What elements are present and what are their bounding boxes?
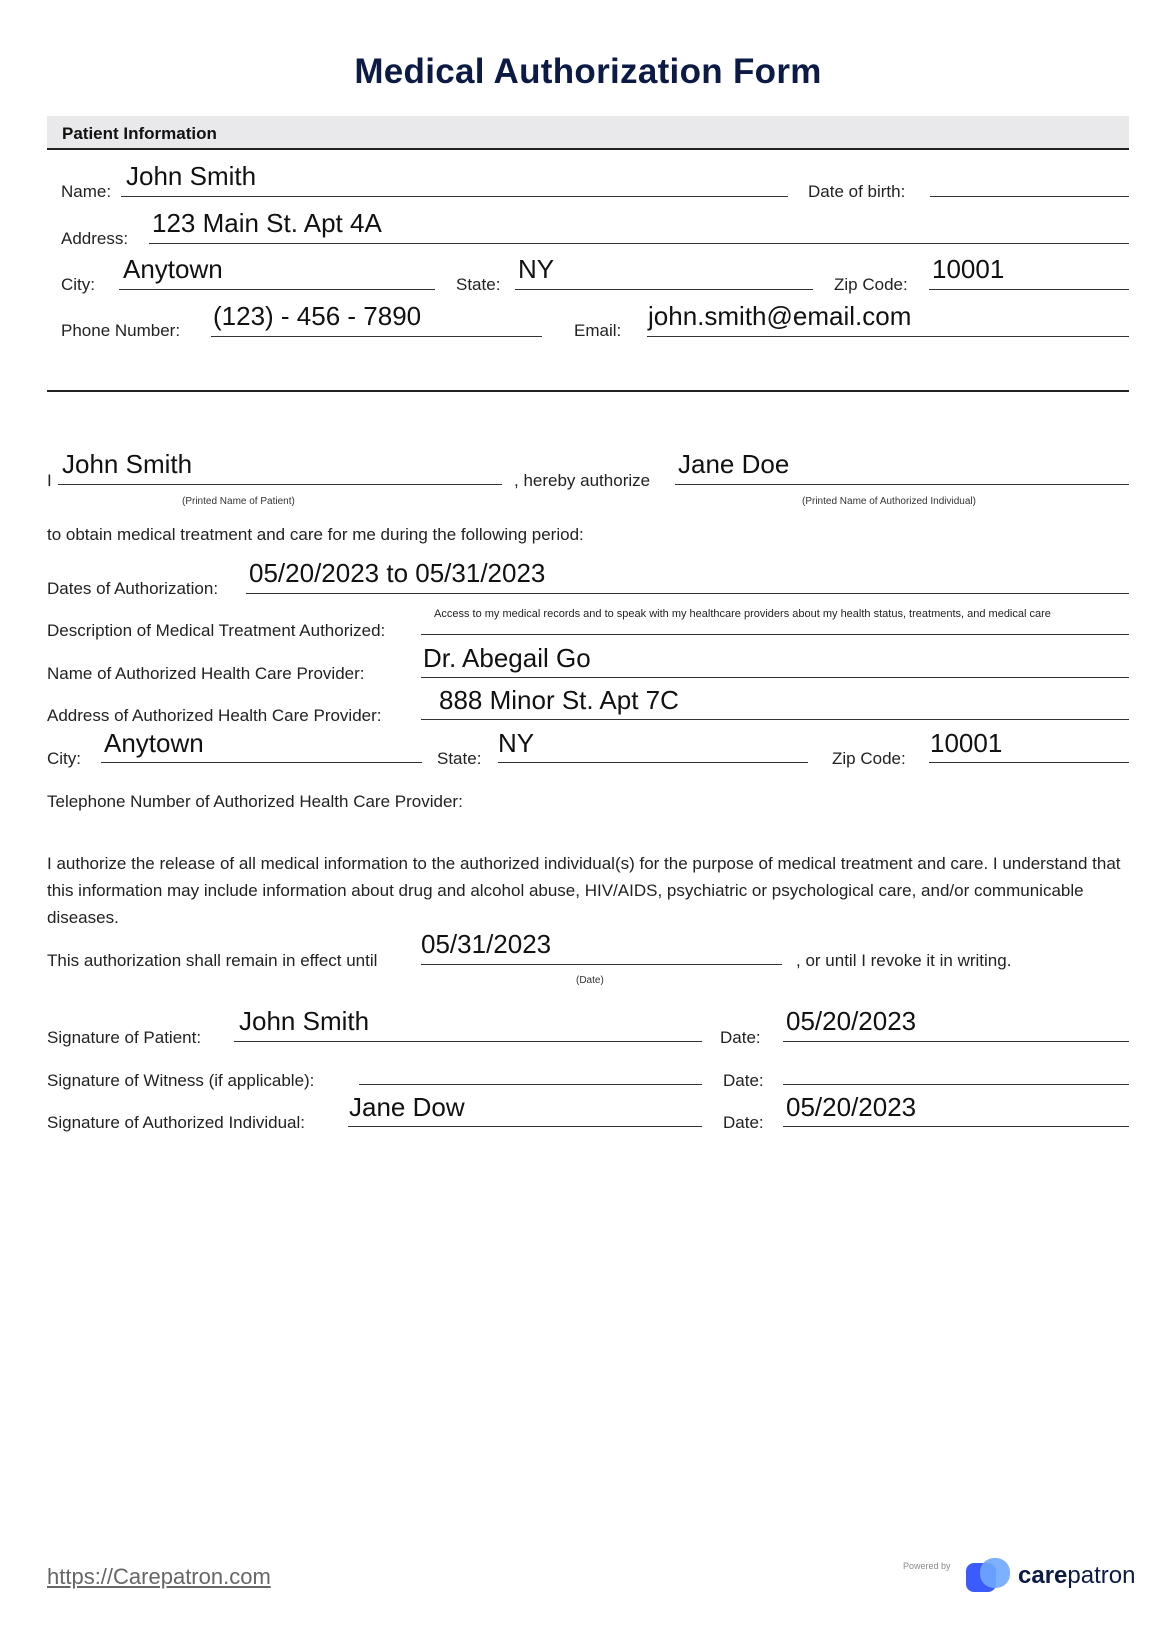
witness-date-field[interactable] <box>783 1084 1129 1085</box>
address-line <box>149 243 1129 244</box>
provider-telephone-label: Telephone Number of Authorized Health Care Provider: <box>47 792 463 811</box>
email-value[interactable]: john.smith@email.com <box>648 301 912 331</box>
release-paragraph: I authorize the release of all medical information to the authorized individual(s) for the purpose of medical treatment and care. I understand that this information may include information about drug and alcohol abuse, HIV/AIDS, psychiatric or psychological care, and/or communicable diseases. <box>47 854 1121 927</box>
phone-value[interactable]: (123) - 456 - 7890 <box>213 301 422 331</box>
patient-printed-name-line <box>58 484 502 485</box>
provider-state-value[interactable]: NY <box>498 728 535 758</box>
carepatron-logo-icon <box>966 1558 1014 1592</box>
dates-value[interactable]: 05/20/2023 to 05/31/2023 <box>249 558 546 588</box>
provider-name-label: Name of Authorized Health Care Provider: <box>47 664 365 683</box>
dob-label: Date of birth: <box>808 182 906 201</box>
zip-value[interactable]: 10001 <box>932 254 1005 284</box>
section-heading: Patient Information <box>62 124 217 143</box>
authorization-intro: to obtain medical treatment and care for me during the following period: <box>47 525 584 544</box>
section-divider <box>47 390 1129 392</box>
patient-date-label: Date: <box>720 1028 761 1047</box>
patient-signature-label: Signature of Patient: <box>47 1028 202 1047</box>
dob-field[interactable] <box>930 196 1129 197</box>
carepatron-brand <box>1018 1562 1135 1590</box>
patient-signature-line <box>234 1041 702 1042</box>
phone-line <box>211 336 542 337</box>
dates-label: Dates of Authorization: <box>47 579 219 598</box>
provider-zip-value[interactable]: 10001 <box>930 728 1003 758</box>
revoke-text: , or until I revoke it in writing. <box>796 951 1012 970</box>
authorized-signature-line <box>348 1126 702 1127</box>
provider-zip-line <box>929 762 1129 763</box>
provider-address-value[interactable]: 888 Minor St. Apt 7C <box>439 685 679 715</box>
city-line <box>119 289 435 290</box>
authorized-printed-name-line <box>675 484 1129 485</box>
powered-by-text: Powered by <box>903 1561 951 1571</box>
patient-date-value[interactable]: 05/20/2023 <box>786 1006 917 1036</box>
effect-date-caption: (Date) <box>576 975 604 986</box>
section-header-patient-information <box>47 116 1129 150</box>
patient-printed-name[interactable]: John Smith <box>62 449 193 479</box>
authorized-date-label: Date: <box>723 1113 764 1132</box>
provider-city-line <box>101 762 422 763</box>
name-value[interactable]: John Smith <box>126 161 257 191</box>
patient-name-caption: (Printed Name of Patient) <box>182 496 295 507</box>
provider-name-line <box>421 677 1129 678</box>
state-label: State: <box>456 275 501 294</box>
description-value[interactable]: Access to my medical records and to speak with my healthcare providers about my health status, treatments, and medical care <box>434 608 1051 620</box>
provider-name-value[interactable]: Dr. Abegail Go <box>423 643 591 673</box>
zip-label: Zip Code: <box>834 275 908 294</box>
witness-date-label: Date: <box>723 1071 764 1090</box>
authorized-signature-label: Signature of Authorized Individual: <box>47 1113 306 1132</box>
authorized-date-line <box>783 1126 1129 1127</box>
city-label: City: <box>61 275 95 294</box>
brand-bold: care <box>1018 1562 1068 1589</box>
zip-line <box>929 289 1129 290</box>
state-line <box>515 289 813 290</box>
provider-city-label: City: <box>47 749 81 768</box>
page-title: Medical Authorization Form <box>354 52 822 91</box>
hereby-authorize-text: , hereby authorize <box>514 471 651 490</box>
witness-signature-label: Signature of Witness (if applicable): <box>47 1071 315 1090</box>
description-label: Description of Medical Treatment Authorized: <box>47 621 386 640</box>
name-line <box>121 196 788 197</box>
authorized-printed-name[interactable]: Jane Doe <box>678 449 790 479</box>
email-label: Email: <box>574 321 622 340</box>
provider-address-line <box>421 719 1129 720</box>
email-line <box>647 336 1129 337</box>
provider-state-label: State: <box>437 749 482 768</box>
effect-label: This authorization shall remain in effect until <box>47 951 378 970</box>
carepatron-link[interactable]: https://Carepatron.com <box>47 1564 271 1589</box>
name-label: Name: <box>61 182 112 201</box>
i-label: I <box>47 471 52 490</box>
authorized-date-value[interactable]: 05/20/2023 <box>786 1092 917 1122</box>
provider-state-line <box>498 762 808 763</box>
authorized-name-caption: (Printed Name of Authorized Individual) <box>802 496 976 507</box>
effect-date-line <box>421 964 782 965</box>
provider-zip-label: Zip Code: <box>832 749 906 768</box>
brand-rest: patron <box>1067 1562 1136 1589</box>
dates-line <box>246 593 1129 594</box>
description-line <box>421 634 1129 635</box>
authorized-signature-value[interactable]: Jane Dow <box>349 1092 465 1122</box>
patient-signature-value[interactable]: John Smith <box>239 1006 370 1036</box>
patient-date-line <box>783 1041 1129 1042</box>
state-value[interactable]: NY <box>518 254 555 284</box>
effect-date-value[interactable]: 05/31/2023 <box>421 929 552 959</box>
address-value[interactable]: 123 Main St. Apt 4A <box>152 208 382 238</box>
city-value[interactable]: Anytown <box>123 254 223 284</box>
provider-address-label: Address of Authorized Health Care Provider: <box>47 706 382 725</box>
provider-city-value[interactable]: Anytown <box>104 728 204 758</box>
phone-label: Phone Number: <box>61 321 181 340</box>
address-label: Address: <box>61 229 129 248</box>
witness-signature-field[interactable] <box>359 1084 702 1085</box>
